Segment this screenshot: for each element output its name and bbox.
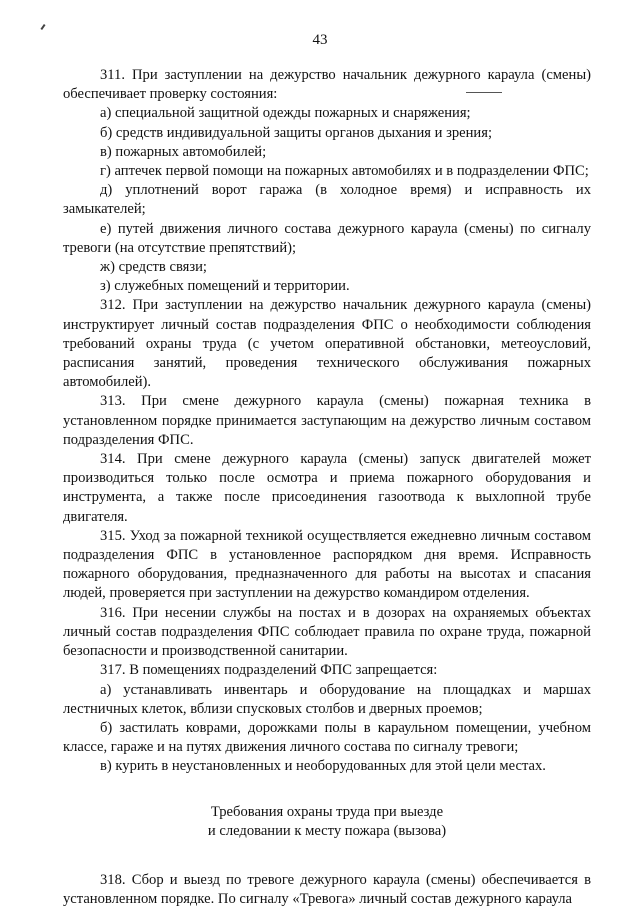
- page-number: 43: [312, 32, 328, 48]
- item-311-f: е) путей движения личного состава дежурного караула (смены) по сигналу тревоги (на отсутствие препятствий);: [63, 220, 591, 256]
- item-311-h: з) служебных помещений и территории.: [100, 278, 350, 295]
- paragraph-316: 316. При несении службы на постах и в дозорах на охраняемых объектах личный состав подразделения ФПС соблюдает правила по охране труда, пожарной безопасности и производственной санитарии.: [63, 604, 591, 660]
- item-311-b: б) средств индивидуальной защиты органов дыхания и зрения;: [100, 124, 493, 141]
- item-311-d: г) аптечек первой помощи на пожарных автомобилях и в подразделении ФПС;: [100, 163, 589, 180]
- paragraph-317: 317. В помещениях подразделений ФПС запрещается:: [100, 662, 438, 679]
- item-317-c: в) курить в неустановленных и необорудованных для этой цели местах.: [100, 758, 546, 775]
- paragraph-312: 312. При заступлении на дежурство начальник дежурного караула (смены) инструктирует личный состав подразделения ФПС о необходимости соблюдения требований охраны труда (с учетом оперативной обстановки, метеоусловий, расписания занятий, проведения технического обслуживания пожарных автомобилей).: [63, 297, 591, 391]
- item-311-a: а) специальной защитной одежды пожарных и снаряжения;: [100, 105, 471, 122]
- item-317-a: а) устанавливать инвентарь и оборудование на площадках и маршах лестничных клеток, вблизи спусковых столбов и дверных проемов;: [63, 681, 591, 717]
- document-body: [63, 66, 591, 909]
- paragraph-315: 315. Уход за пожарной техникой осуществляется ежедневно личным составом подразделения ФПС в установленное распорядком дня время. Исправность пожарного оборудования, предназначенного для работы на высотах и спасания людей, проверяется при заступлении на дежурство командиром отделения.: [63, 527, 591, 602]
- paragraph-314: 314. При смене дежурного караула (смены) запуск двигателей может производиться только после осмотра и приема пожарного оборудования и инструмента, а также после присоединения газоотвода к выхлопной трубе двигателя.: [63, 451, 591, 525]
- section-heading: [63, 803, 591, 841]
- paragraph-318: 318. Сбор и выезд по тревоге дежурного караула (смены) обеспечивается в установленном порядке. По сигналу «Тревога» личный состав дежурного караула: [63, 871, 591, 907]
- heading-line-2: и следовании к месту пожара (вызова): [207, 822, 447, 839]
- heading-line-1: Требования охраны труда при выезде: [210, 803, 444, 820]
- item-311-g: ж) средств связи;: [100, 259, 207, 276]
- item-311-e: д) уплотнений ворот гаража (в холодное время) и исправность их замыкателей;: [63, 182, 591, 218]
- item-317-b: б) застилать коврами, дорожками полы в караульном помещении, учебном классе, гараже и на путях движения личного состава по сигналу тревоги;: [63, 719, 591, 756]
- item-311-c: в) пожарных автомобилей;: [100, 143, 267, 160]
- paragraph-313: 313. При смене дежурного караула (смены) пожарная техника в установленном порядке принимается заступающим на дежурство личным составом подразделения ФПС.: [63, 393, 591, 448]
- scan-mark: [40, 24, 45, 30]
- paragraph-311: 311. При заступлении на дежурство начальник дежурного караула (смены) обеспечивает проверку состояния:: [63, 67, 591, 103]
